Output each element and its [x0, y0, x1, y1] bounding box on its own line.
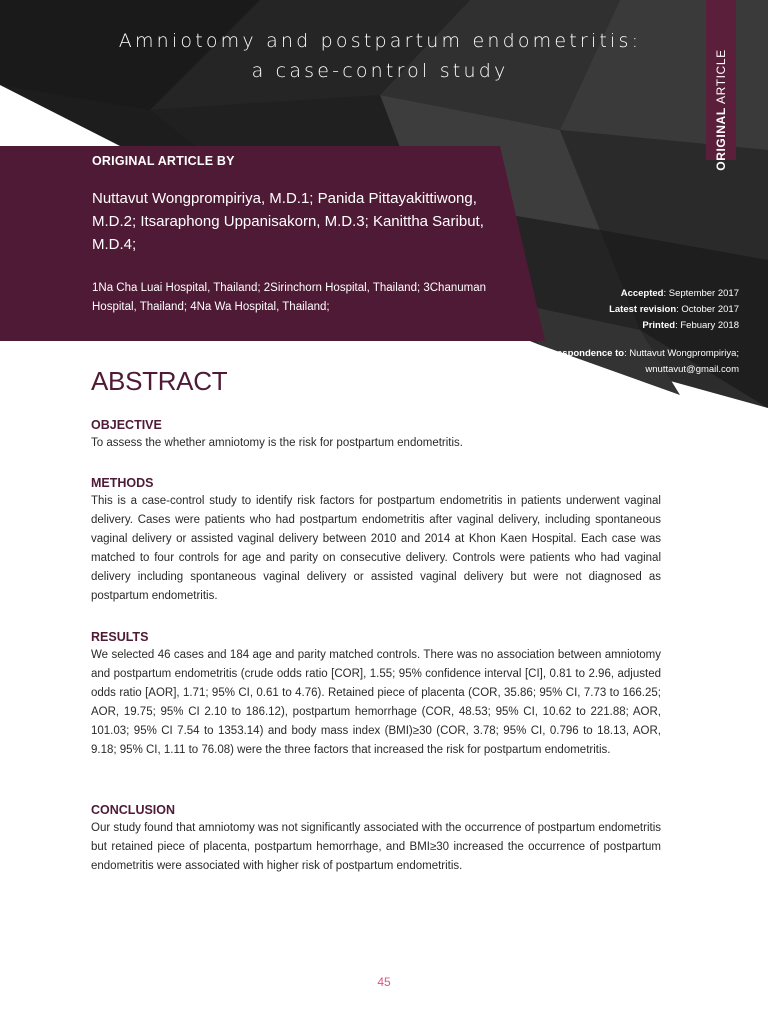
section-title: OBJECTIVE	[91, 418, 162, 432]
abstract-methods	[91, 476, 661, 606]
revision-date	[609, 302, 739, 318]
section-body: This is a case-control study to identify risk factors for postpartum endometritis in patients underwent vaginal delivery. Cases were patients who had postpartum endometritis after vaginal delivery, including spontaneous vaginal delivery or assisted vaginal delivery between 2010 and 2014 at Khon Kaen Hospital. Each case was matched to four controls for age and parity on consecutive delivery. Controls were patients who had vaginal delivery including spontaneous vaginal delivery or assisted vaginal delivery but were not diagnosed as postpartum endometritis.	[91, 495, 661, 602]
article-title	[100, 26, 660, 86]
title-line-1: Amniotomy and postpartum endometritis:	[118, 30, 642, 52]
printed-value: : Febuary 2018	[675, 320, 739, 331]
section-body: Our study found that amniotomy was not significantly associated with the occurrence of postpartum endometritis but retained piece of placenta, postpartum hemorrhage, and BMI≥30 increased the occurrence of postpartum endometritis were associated with higher risk of postpartum endometritis.	[91, 822, 661, 872]
abstract-results	[91, 630, 661, 760]
section-title: METHODS	[91, 476, 154, 490]
article-type-bold: ORIGINAL	[714, 107, 728, 171]
printed-label: Printed	[642, 320, 676, 331]
article-type-light: ARTICLE	[714, 49, 728, 104]
accepted-value: : September 2017	[663, 288, 739, 299]
title-line-2: a case-control study	[251, 60, 509, 82]
abstract-objective	[91, 418, 661, 453]
correspondence-line	[537, 346, 739, 362]
section-body: We selected 46 cases and 184 age and parity matched controls. There was no association between amniotomy and postpartum endometritis (crude odds ratio [COR], 1.55; 95% confidence interval [CI], 0.81 to 2.96, adjusted odds ratio [AOR], 1.71; 95% CI, 0.61 to 4.76). Retained piece of placenta (COR, 35.86; 95% CI, 7.73 to 166.25; AOR, 19.75; 95% CI 2.10 to 186.12), postpartum hemorrhage (COR, 48.53; 95% CI, 10.62 to 221.88; AOR, 101.03; 95% CI 7.54 to 1353.14) and body mass index (BMI)≥30 (COR, 3.78; 95% CI, 0.796 to 18.13, AOR, 9.18; 95% CI, 1.11 to 76.08) were the three factors that increased the risk for postpartum endometritis.	[91, 649, 661, 756]
correspondence-name: : Nuttavut Wongprompiriya;	[624, 348, 739, 359]
section-title: RESULTS	[91, 630, 149, 644]
abstract-heading: ABSTRACT	[91, 366, 228, 396]
revision-value: : October 2017	[676, 304, 739, 315]
author-list: Nuttavut Wongprompiriya, M.D.1; Panida Pittayakittiwong, M.D.2; Itsaraphong Uppanisakorn, M.D.3; Kanittha Saribut, M.D.4;	[92, 190, 484, 253]
section-body: To assess the whether amniotomy is the risk for postpartum endometritis.	[91, 437, 463, 449]
printed-date	[609, 318, 739, 334]
revision-label: Latest revision	[609, 304, 677, 315]
article-by-label: ORIGINAL ARTICLE BY	[92, 154, 235, 168]
accepted-label: Accepted	[620, 288, 664, 299]
affiliations: 1Na Cha Luai Hospital, Thailand; 2Sirinchorn Hospital, Thailand; 3Chanuman Hospital, Thailand; 4Na Wa Hospital, Thailand;	[92, 282, 487, 313]
article-type-label	[714, 49, 728, 170]
page-number: 45	[377, 975, 391, 989]
publication-dates	[609, 286, 739, 334]
section-title: CONCLUSION	[91, 803, 176, 817]
correspondence-label: Correspondence to	[536, 348, 625, 359]
correspondence-email[interactable]: wnuttavut@gmail.com	[645, 364, 739, 375]
accepted-date	[609, 286, 739, 302]
correspondence	[537, 346, 739, 378]
abstract-conclusion	[91, 803, 661, 876]
